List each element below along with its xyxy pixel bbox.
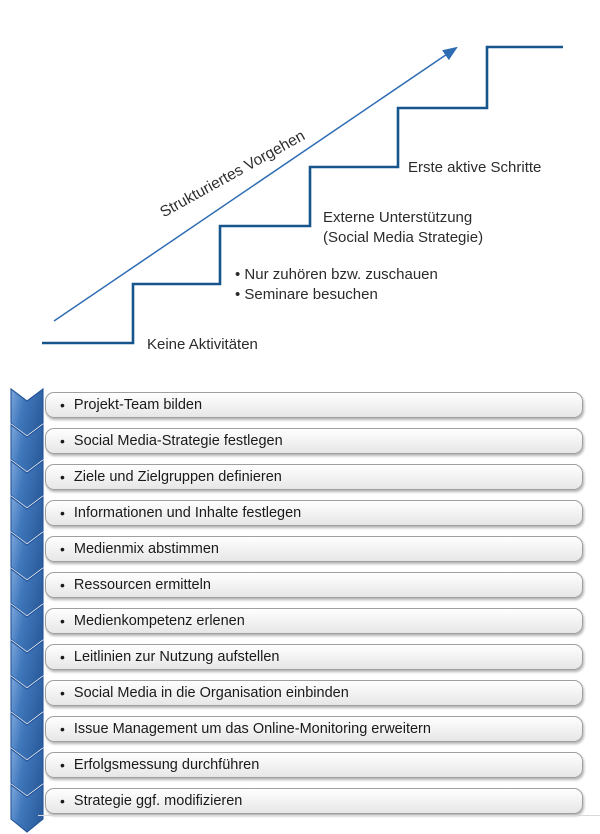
list-item-label: Leitlinien zur Nutzung aufstellen (73, 649, 280, 665)
list-item (10, 392, 583, 418)
list-item-label: Strategie ggf. modifizieren (73, 793, 243, 809)
list-item (10, 536, 583, 562)
step-label-line: • Seminare besuchen (235, 286, 378, 303)
list-item (10, 428, 583, 454)
list-item-label: Ressourcen ermitteln (73, 577, 211, 593)
list-item (10, 716, 583, 742)
list-item (10, 644, 583, 670)
list-item-label: Ziele und Zielgruppen definieren (73, 469, 282, 485)
list-item (10, 500, 583, 526)
bottom-divider (38, 815, 600, 816)
list-item-bar (45, 500, 583, 526)
list-item-bar (45, 608, 583, 634)
bullet-glyph: • (60, 757, 65, 773)
bullet-glyph: • (60, 469, 65, 485)
list-item (10, 608, 583, 634)
bullet-glyph: • (60, 577, 65, 593)
list-item (10, 572, 583, 598)
trend-arrow-label: Strukturiertes Vorgehen (157, 127, 308, 222)
list-item-bar (45, 788, 583, 814)
list-item (10, 788, 583, 814)
list-item-bar (45, 428, 583, 454)
list-item-label: Medienkompetenz erlenen (73, 613, 245, 629)
list-item-label: Social Media-Strategie festlegen (73, 433, 283, 449)
bullet-glyph: • (60, 541, 65, 557)
step-label-erste-schritte: Erste aktive Schritte (408, 159, 542, 176)
list-item-bar (45, 464, 583, 490)
bullet-glyph: • (60, 505, 65, 521)
step-label-line: Externe Unterstützung (323, 209, 473, 226)
list-item-bar (45, 716, 583, 742)
list-item-bar (45, 680, 583, 706)
list-item-label: Medienmix abstimmen (73, 541, 219, 557)
step-label-externe-unterstuetzung (323, 208, 483, 248)
bullet-glyph: • (60, 793, 65, 809)
list-item-bar (45, 392, 583, 418)
list-item-bar (45, 536, 583, 562)
list-item-bar (45, 752, 583, 778)
bullet-glyph: • (60, 685, 65, 701)
step-label-line: (Social Media Strategie) (323, 229, 484, 246)
step-label-zuhoeren (235, 265, 438, 305)
list-item-label: Social Media in die Organisation einbinden (73, 685, 349, 701)
list-item (10, 752, 583, 778)
bullet-glyph: • (60, 397, 65, 413)
list-item-bar (45, 572, 583, 598)
chevron-down-icon (10, 784, 44, 833)
bullet-glyph: • (60, 721, 65, 737)
checklist (0, 392, 583, 824)
list-item-label: Projekt-Team bilden (73, 397, 203, 413)
bullet-glyph: • (60, 649, 65, 665)
step-label-keine-aktivitaeten: Keine Aktivitäten (147, 336, 258, 353)
list-item-label: Issue Management um das Online-Monitoring erweitern (73, 721, 431, 737)
bullet-glyph: • (60, 613, 65, 629)
list-item (10, 464, 583, 490)
list-item-label: Informationen und Inhalte festlegen (73, 505, 302, 521)
list-item-bar (45, 644, 583, 670)
list-item (10, 680, 583, 706)
bullet-glyph: • (60, 433, 65, 449)
staircase-graphic (0, 0, 600, 380)
step-label-line: • Nur zuhören bzw. zuschauen (235, 266, 438, 283)
list-item-label: Erfolgsmessung durchführen (73, 757, 260, 773)
